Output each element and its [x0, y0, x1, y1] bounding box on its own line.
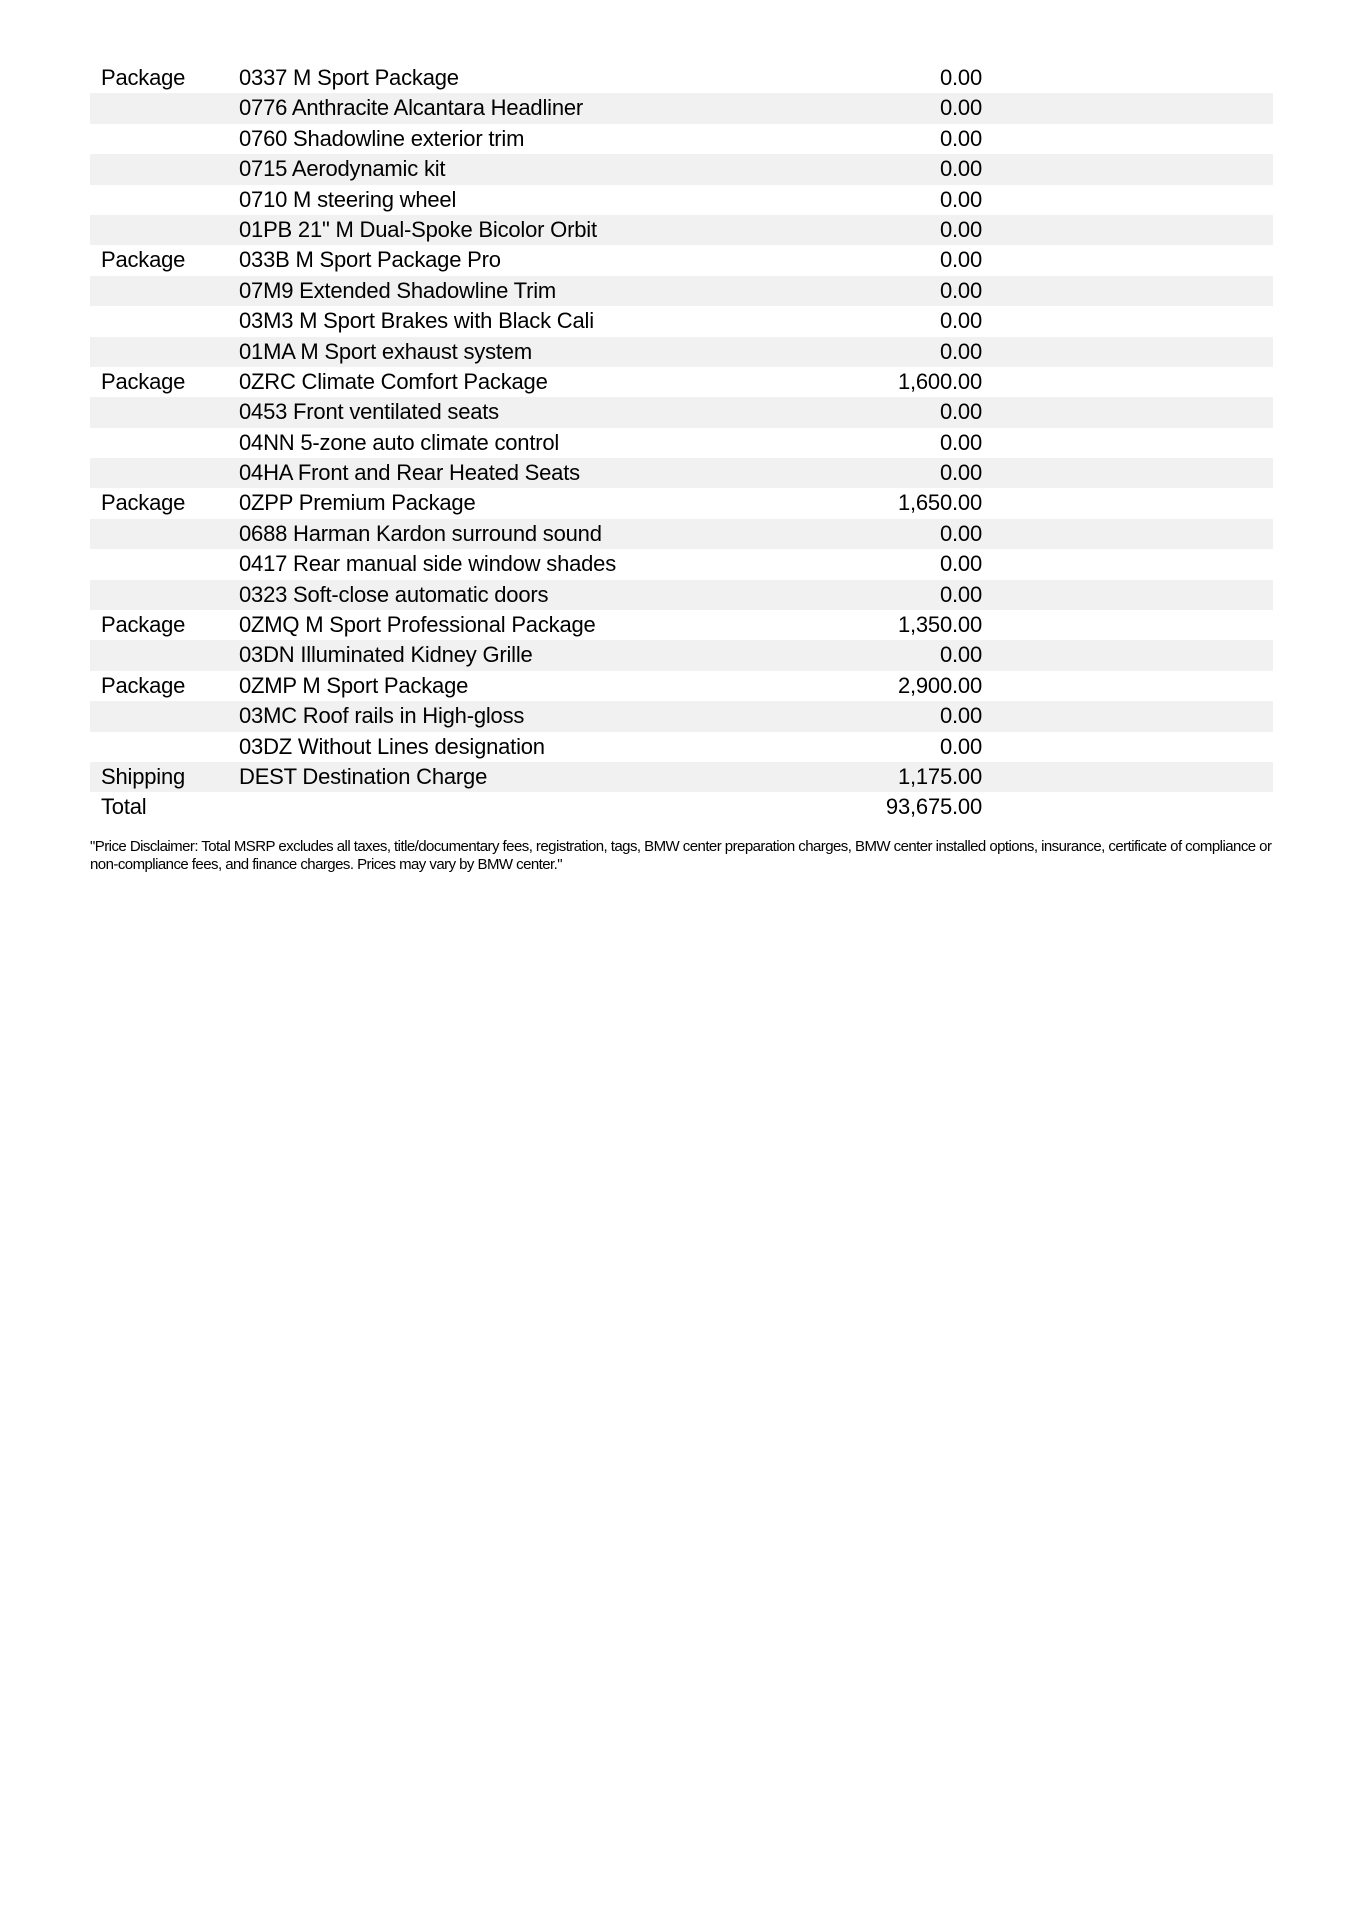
table-row — [90, 640, 1273, 670]
total-amount: 93,675.00 — [885, 794, 982, 820]
table-row — [90, 732, 1273, 762]
row-price: 0.00 — [939, 460, 982, 486]
row-description: 03M3 M Sport Brakes with Black Cali — [239, 308, 594, 334]
row-price: 0.00 — [939, 581, 982, 607]
row-price: 0.00 — [939, 642, 982, 668]
row-price: 0.00 — [939, 65, 982, 90]
row-price: 0.00 — [939, 733, 982, 759]
row-description: 01MA M Sport exhaust system — [239, 338, 532, 364]
row-price: 1,175.00 — [897, 763, 982, 789]
table-row — [90, 701, 1273, 731]
row-description: 0715 Aerodynamic kit — [239, 156, 446, 182]
row-price: 0.00 — [939, 277, 982, 303]
table-row — [90, 93, 1273, 123]
row-description: 0453 Front ventilated seats — [239, 399, 499, 425]
table-row — [90, 549, 1273, 579]
table-row — [90, 428, 1273, 458]
table-row — [90, 185, 1273, 215]
row-price: 0.00 — [939, 156, 982, 182]
row-price: 0.00 — [939, 125, 982, 151]
row-description: 0ZPP Premium Package — [239, 490, 476, 516]
table-row — [90, 276, 1273, 306]
table-row — [90, 762, 1273, 792]
row-description: 033B M Sport Package Pro — [239, 247, 501, 273]
table-row — [90, 671, 1273, 701]
row-price: 0.00 — [939, 216, 982, 242]
row-price: 1,600.00 — [897, 368, 982, 394]
table-row — [90, 519, 1273, 549]
table-row — [90, 458, 1273, 488]
total-label: Total — [101, 794, 147, 820]
price-disclaimer: "Price Disclaimer: Total MSRP excludes all taxes, title/documentary fees, registration, tags, BMW center preparation charges, BMW center installed options, insurance, certificate of compliance or non-compliance fees, and finance charges. Prices may vary by BMW center." — [90, 838, 1272, 873]
row-price: 0.00 — [939, 429, 982, 455]
row-category: Package — [101, 612, 186, 638]
table-row — [90, 306, 1273, 336]
row-description: 01PB 21" M Dual-Spoke Bicolor Orbit — [239, 216, 597, 242]
row-description: 0ZMQ M Sport Professional Package — [239, 612, 596, 638]
total-row — [90, 792, 1273, 822]
table-row — [90, 610, 1273, 640]
row-price: 2,900.00 — [897, 672, 982, 698]
row-price: 0.00 — [939, 308, 982, 334]
row-description: 0710 M steering wheel — [239, 186, 457, 212]
table-row — [90, 124, 1273, 154]
row-category: Package — [101, 490, 186, 516]
table-row — [90, 488, 1273, 518]
row-price: 0.00 — [939, 186, 982, 212]
row-category: Package — [101, 247, 186, 273]
table-row — [90, 215, 1273, 245]
row-price: 0.00 — [939, 95, 982, 121]
table-row — [90, 245, 1273, 275]
row-description: 03MC Roof rails in High-gloss — [239, 703, 525, 729]
row-category: Package — [101, 65, 186, 90]
row-description: 04NN 5-zone auto climate control — [239, 429, 560, 455]
table-row — [90, 154, 1273, 184]
row-description: 0ZMP M Sport Package — [239, 672, 469, 698]
row-price: 0.00 — [939, 399, 982, 425]
table-row — [90, 580, 1273, 610]
table-row — [90, 63, 1273, 93]
row-description: 07M9 Extended Shadowline Trim — [239, 277, 557, 303]
row-description: 0337 M Sport Package — [239, 65, 459, 90]
row-price: 1,650.00 — [897, 490, 982, 516]
row-price: 0.00 — [939, 551, 982, 577]
row-category: Package — [101, 368, 186, 394]
row-price: 0.00 — [939, 703, 982, 729]
row-category: Package — [101, 672, 186, 698]
table-row — [90, 337, 1273, 367]
row-description: 04HA Front and Rear Heated Seats — [239, 460, 580, 486]
row-price: 0.00 — [939, 338, 982, 364]
price-table-body — [90, 63, 1273, 792]
row-description: 0323 Soft-close automatic doors — [239, 581, 549, 607]
row-category: Shipping — [101, 763, 186, 789]
row-price: 0.00 — [939, 247, 982, 273]
row-price: 1,350.00 — [897, 612, 982, 638]
row-description: 03DN Illuminated Kidney Grille — [239, 642, 533, 668]
row-description: 0417 Rear manual side window shades — [239, 551, 617, 577]
row-description: 0760 Shadowline exterior trim — [239, 125, 525, 151]
row-description: 0776 Anthracite Alcantara Headliner — [239, 95, 584, 121]
row-description: 0ZRC Climate Comfort Package — [239, 368, 548, 394]
row-description: 03DZ Without Lines designation — [239, 733, 545, 759]
row-description: DEST Destination Charge — [239, 763, 488, 789]
price-table — [90, 63, 1273, 823]
table-row — [90, 367, 1273, 397]
row-description: 0688 Harman Kardon surround sound — [239, 520, 602, 546]
row-price: 0.00 — [939, 520, 982, 546]
table-row — [90, 397, 1273, 427]
